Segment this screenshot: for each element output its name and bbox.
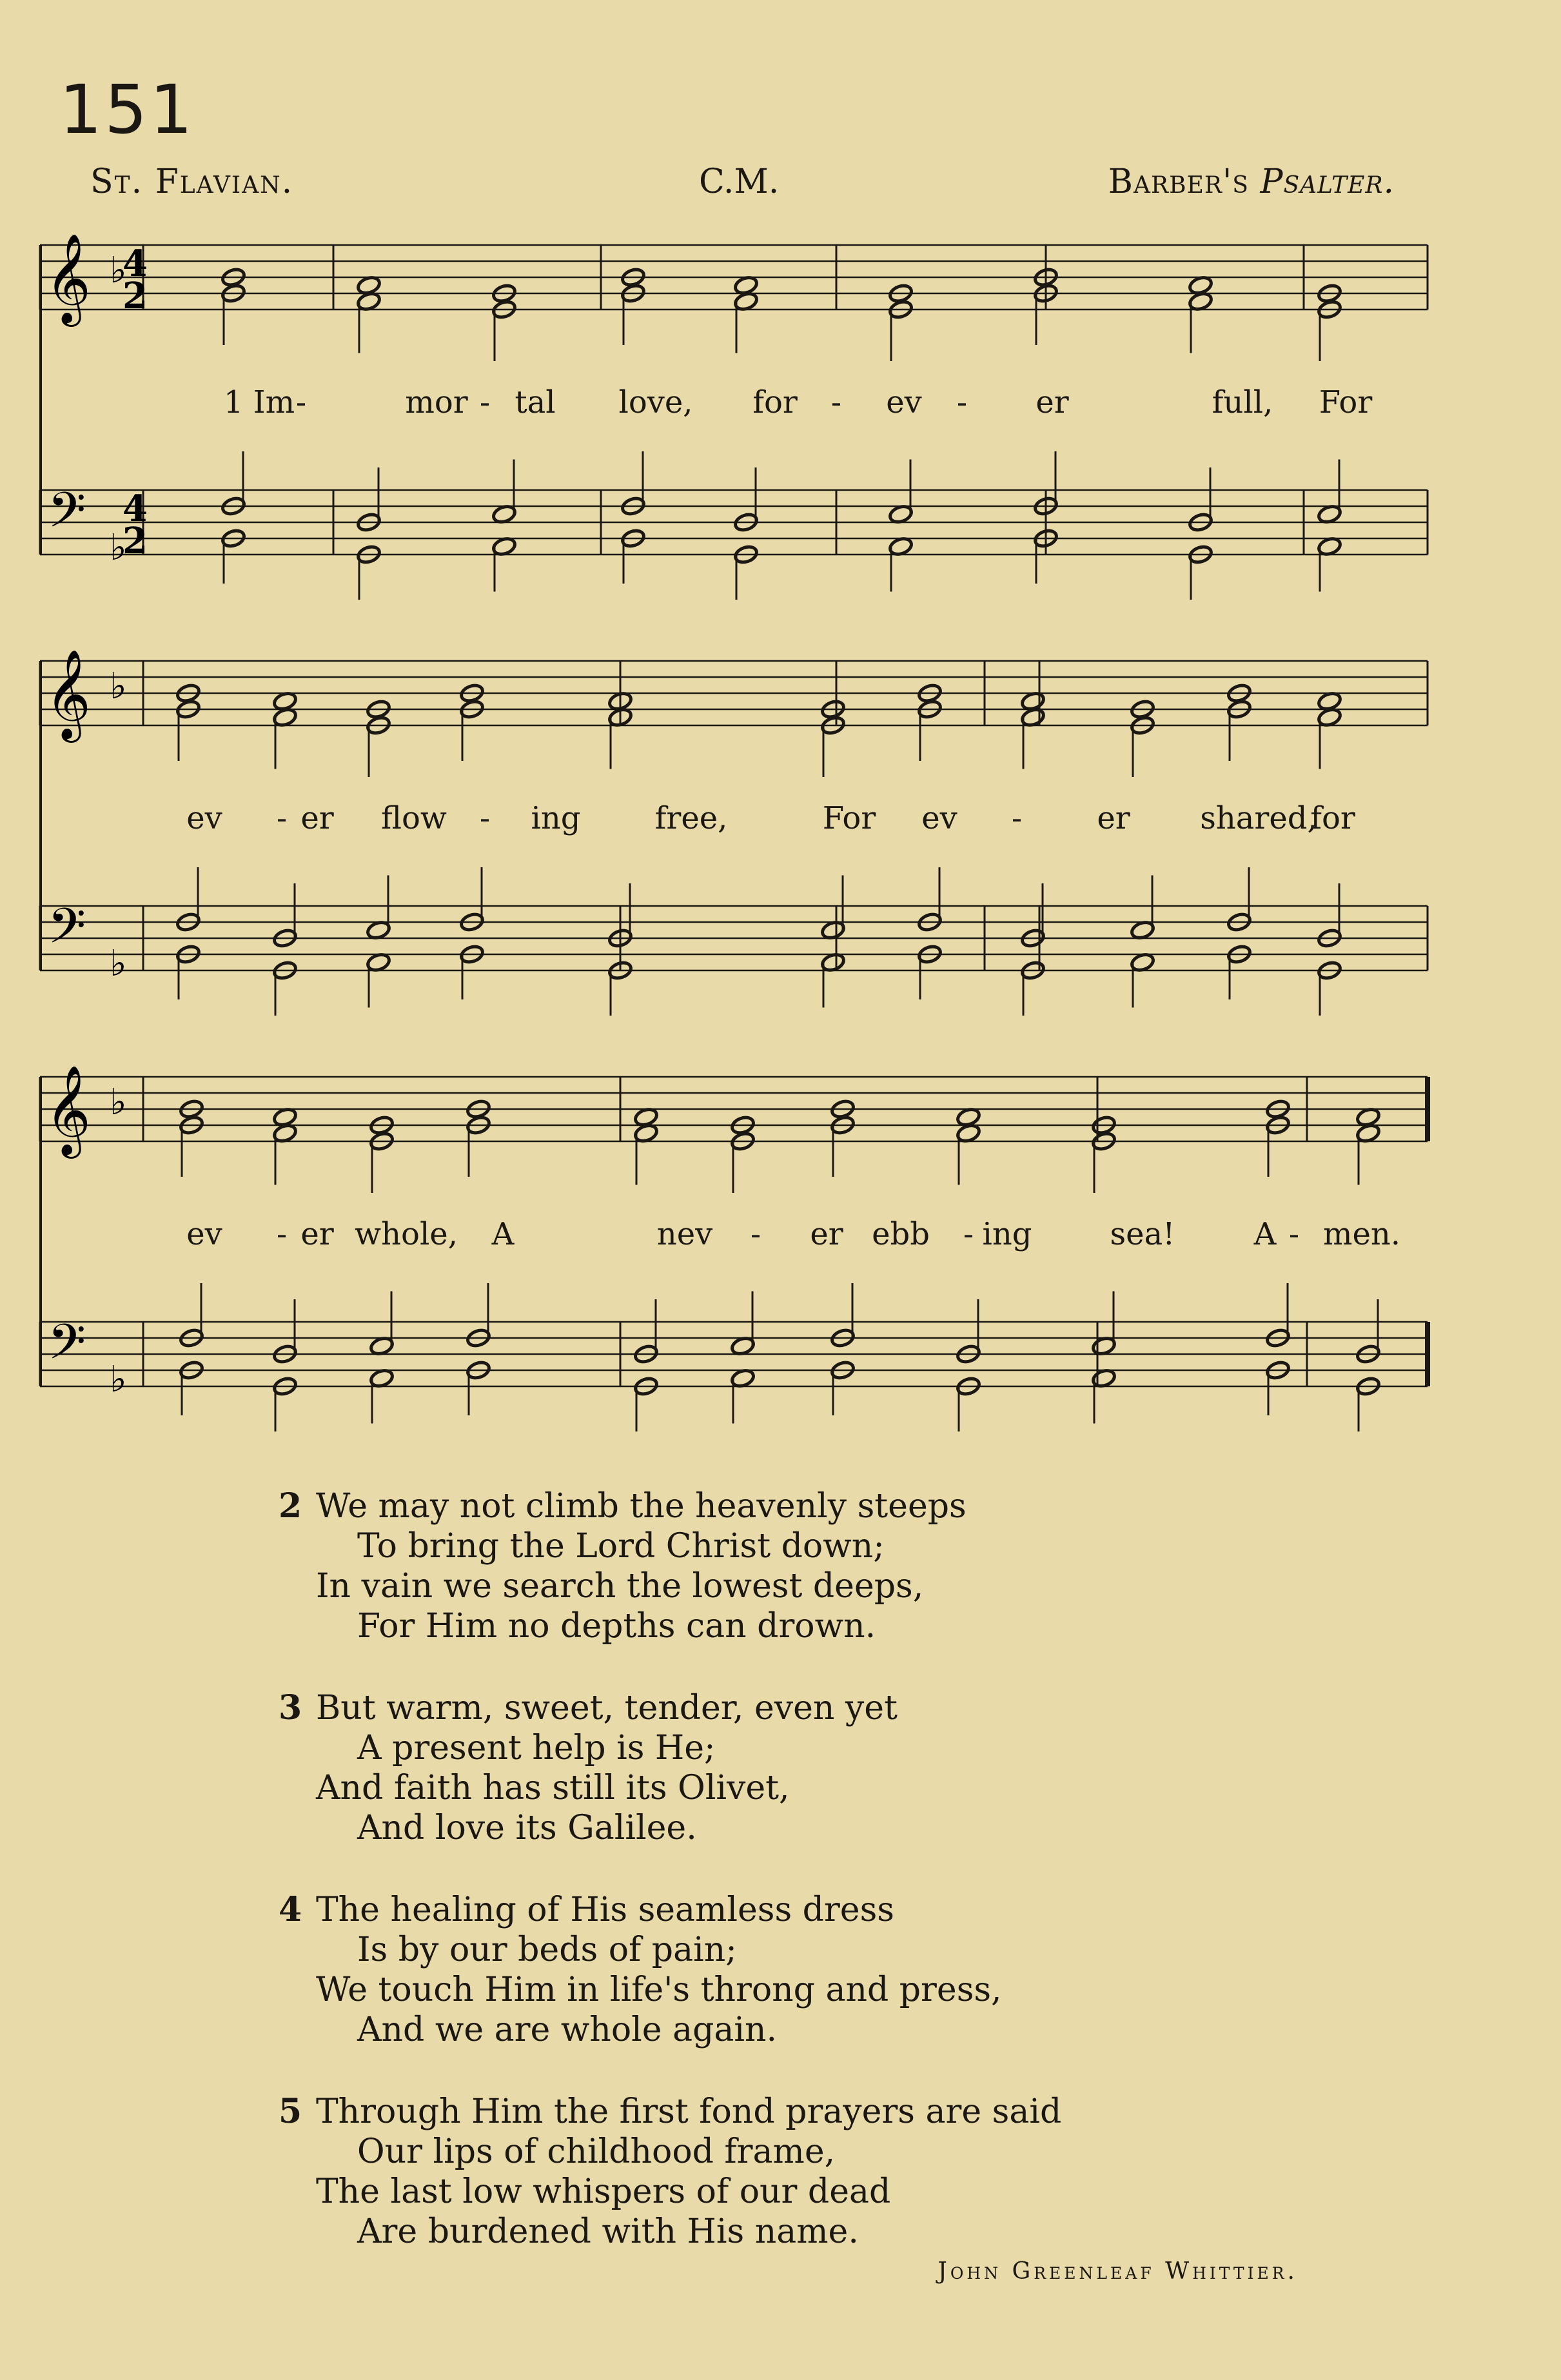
half-note — [1130, 715, 1155, 777]
half-note — [1130, 952, 1155, 1007]
half-note — [1317, 299, 1342, 361]
bass-clef-icon: 𝄢 — [48, 1313, 86, 1382]
verse-line: And we are whole again. — [357, 2011, 778, 2049]
verses — [279, 1486, 1062, 2294]
half-note — [1020, 707, 1045, 769]
lyric-syllable: A — [1253, 1216, 1277, 1252]
verse-line: A present help is He; — [357, 1729, 716, 1767]
half-note — [221, 283, 246, 345]
stanza-2 — [279, 1486, 1061, 1646]
half-note — [1091, 1292, 1116, 1357]
source-prefix: Barber's — [1108, 162, 1249, 201]
half-note — [466, 1115, 491, 1177]
time-signature-digit: 2 — [123, 275, 148, 317]
lyric-syllable: er — [300, 1216, 334, 1252]
lyric-syllable: nev — [656, 1216, 713, 1252]
half-note — [1020, 960, 1045, 1016]
flat-icon: ♭ — [110, 527, 127, 569]
staff — [40, 661, 1428, 725]
lyric-syllable: for — [1310, 800, 1355, 836]
hymn-number: 151 — [59, 70, 195, 149]
half-note — [1317, 536, 1342, 591]
half-note — [272, 1376, 297, 1431]
treble-clef-icon: 𝄞 — [45, 233, 91, 323]
verse-line: 3 But warm, sweet, tender, even yet — [279, 1688, 898, 1727]
lyric-syllable: - — [830, 384, 842, 420]
staff — [40, 906, 1428, 970]
half-note — [830, 1360, 855, 1415]
staff — [40, 490, 1428, 555]
bass-clef-icon: 𝄢 — [48, 898, 86, 967]
verse-line: 5 Through Him the first fond prayers are said — [279, 2092, 1062, 2131]
half-note — [175, 699, 201, 761]
treble-clef-icon: 𝄞 — [45, 1065, 91, 1155]
time-signature-digit: 4 — [123, 242, 148, 285]
half-note — [1355, 1123, 1380, 1185]
verse-number: 2 — [279, 1486, 302, 1526]
half-note — [459, 944, 484, 999]
meter: C.M. — [699, 162, 780, 201]
verse-line: And love its Galilee. — [357, 1809, 697, 1847]
half-note — [1226, 699, 1252, 761]
lyric-syllable: love, — [618, 384, 693, 420]
half-note — [491, 299, 516, 361]
lyric-syllable: - — [1288, 1216, 1300, 1252]
half-note — [830, 1115, 855, 1177]
lyric-syllable: - — [750, 1216, 761, 1252]
lyric-syllable: For — [1319, 384, 1373, 420]
verse-line: 2 We may not climb the heavenly steeps — [279, 1486, 967, 1526]
lyric-syllable: er — [810, 1216, 843, 1252]
author: John Greenleaf Whittier. — [938, 2258, 1298, 2285]
half-note — [272, 707, 297, 769]
lyric-syllable: mor — [405, 384, 468, 420]
half-note — [956, 1376, 981, 1431]
lyric-syllable: - — [276, 800, 288, 836]
half-note — [733, 544, 758, 600]
verse-line: To bring the Lord Christ down; — [357, 1527, 885, 1566]
half-note — [888, 536, 913, 591]
half-note — [956, 1123, 981, 1185]
lyric-syllable: - — [479, 384, 491, 420]
half-note — [369, 1368, 394, 1423]
half-note — [491, 460, 516, 525]
half-note — [633, 1123, 658, 1185]
verse-line: In vain we search the lowest deeps, — [316, 1567, 924, 1606]
lyric-syllable: ing — [531, 800, 581, 836]
flat-icon: ♭ — [110, 250, 127, 291]
lyric-syllable: For — [822, 800, 876, 836]
half-note — [1265, 1360, 1290, 1415]
half-note — [917, 699, 942, 761]
flat-icon: ♭ — [110, 1359, 127, 1401]
verse-line: Are burdened with His name. — [357, 2212, 859, 2251]
lyric-syllable: whole, — [355, 1216, 458, 1252]
half-note — [1317, 960, 1342, 1016]
lyric-syllable: ev — [186, 800, 222, 836]
verse-line: 4 The healing of His seamless dress — [279, 1890, 894, 1929]
time-signature-digit: 4 — [123, 487, 148, 530]
half-note — [366, 952, 391, 1007]
tune-name: St. Flavian. — [90, 162, 294, 201]
half-note — [175, 944, 201, 999]
half-note — [356, 544, 381, 600]
half-note — [491, 536, 516, 591]
flat-icon: ♭ — [110, 943, 127, 985]
half-note — [620, 528, 645, 584]
verse-line: And faith has still its Olivet, — [316, 1769, 790, 1807]
half-note — [888, 299, 913, 361]
lyric-syllable: full, — [1212, 384, 1273, 420]
half-note — [730, 1292, 755, 1357]
half-note — [466, 1360, 491, 1415]
half-note — [733, 291, 758, 353]
half-note — [633, 1376, 658, 1431]
lyric-syllable: ev — [886, 384, 922, 420]
lyric-syllable: - — [295, 384, 307, 420]
time-signature-digit: 2 — [123, 520, 148, 562]
flat-icon: ♭ — [110, 1081, 127, 1123]
lyric-syllable: er — [1097, 800, 1130, 836]
verse-number: 5 — [279, 2092, 302, 2131]
half-note — [917, 944, 942, 999]
lyric-syllable: ev — [921, 800, 957, 836]
bass-clef-icon: 𝄢 — [48, 482, 86, 551]
half-note — [179, 1115, 204, 1177]
staff-system — [40, 1065, 1428, 1406]
lyric-syllable: er — [300, 800, 334, 836]
source-credit — [1108, 162, 1395, 201]
music-system-3 — [40, 1065, 1428, 1406]
half-note — [1091, 1368, 1116, 1423]
half-note — [820, 952, 845, 1007]
half-note — [1188, 544, 1213, 600]
lyric-syllable: ebb — [872, 1216, 930, 1252]
lyric-syllable: shared, — [1200, 800, 1317, 836]
half-note — [1265, 1115, 1290, 1177]
half-note — [1188, 291, 1213, 353]
half-note — [730, 1131, 755, 1193]
lyric-syllable: tal — [515, 384, 556, 420]
lyric-syllable: ing — [982, 1216, 1032, 1252]
half-note — [356, 291, 381, 353]
lyric-syllable: - — [1011, 800, 1023, 836]
source-title: Psalter. — [1260, 162, 1395, 201]
stanza-5 — [279, 2092, 1062, 2252]
lyric-syllable: er — [1036, 384, 1069, 420]
lyric-syllable: 1 Im — [223, 384, 295, 420]
flat-icon: ♭ — [110, 665, 127, 707]
treble-clef-icon: 𝄞 — [45, 649, 91, 739]
half-note — [369, 1292, 394, 1357]
half-note — [369, 1131, 394, 1193]
verse-line: Our lips of childhood frame, — [357, 2132, 836, 2171]
verse-line: We touch Him in life's throng and press, — [316, 1971, 1002, 2009]
half-note — [730, 1368, 755, 1423]
half-note — [459, 699, 484, 761]
half-note — [179, 1360, 204, 1415]
music-system-2 — [40, 649, 1428, 990]
half-note — [272, 1123, 297, 1185]
lyric-syllable: for — [752, 384, 798, 420]
stanza-3 — [279, 1688, 1061, 1848]
lyric-syllable: men. — [1322, 1216, 1401, 1252]
half-note — [366, 876, 391, 941]
stanza-4 — [279, 1890, 1061, 2050]
music-system-1 — [40, 233, 1428, 574]
lyric-syllable: A — [491, 1216, 515, 1252]
lyric-syllable: ev — [186, 1216, 222, 1252]
half-note — [1091, 1131, 1116, 1193]
half-note — [1355, 1376, 1380, 1431]
lyric-syllable: - — [956, 384, 968, 420]
staff — [40, 245, 1428, 310]
lyric-syllable: - — [479, 800, 491, 836]
lyric-syllable: free, — [654, 800, 728, 836]
half-note — [272, 960, 297, 1016]
half-note — [1317, 707, 1342, 769]
half-note — [221, 528, 246, 584]
verse-line: The last low whispers of our dead — [316, 2172, 891, 2211]
half-note — [1130, 876, 1155, 941]
lyric-syllable: flow — [381, 800, 447, 836]
half-note — [820, 715, 845, 777]
verse-line: Is by our beds of pain; — [357, 1931, 737, 1969]
lyric-syllable: sea! — [1110, 1216, 1175, 1252]
half-note — [366, 715, 391, 777]
verse-number: 3 — [279, 1688, 302, 1727]
half-note — [1317, 460, 1342, 525]
lyric-syllable: - — [276, 1216, 288, 1252]
half-note — [820, 876, 845, 941]
verse-number: 4 — [279, 1890, 302, 1929]
half-note — [1226, 944, 1252, 999]
half-note — [888, 460, 913, 525]
half-note — [620, 283, 645, 345]
verse-line: For Him no depths can drown. — [357, 1607, 876, 1646]
lyric-syllable: - — [963, 1216, 974, 1252]
